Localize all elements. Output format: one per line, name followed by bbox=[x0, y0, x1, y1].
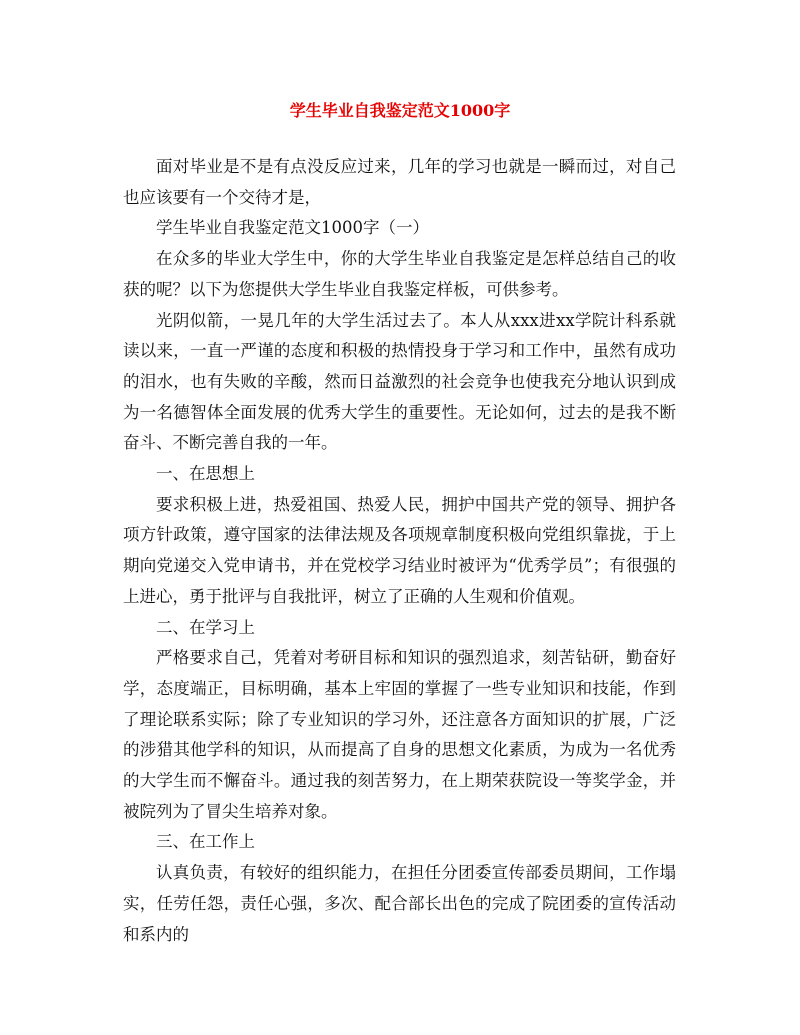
sample-heading: 学生毕业自我鉴定范文1000字（一） bbox=[156, 218, 429, 238]
paragraph: 认真负责，有较好的组织能力，在担任分团委宣传部委员期间，工作塌实，任劳任怨，责任心强，多次、配合部长出色的完成了院团委的宣传活动和系内的 bbox=[123, 863, 676, 944]
paragraph: 严格要求自己，凭着对考研目标和知识的强烈追求，刻苦钻研，勤奋好学，态度端正，目标明确，基本上牢固的掌握了一些专业知识和技能，作到了理论联系实际；除了专业知识的学习外，还注意各方面知识的扩展，广泛的涉猎其他学科的知识，从而提高了自身的思想文化素质，为成为一名优秀的大学生而不懈奋斗。通过我的刻苦努力，在上期荣获院设一等奖学金，并被院列为了冒尖生培养对象。 bbox=[123, 648, 676, 821]
section-heading-work: 三、在工作上 bbox=[156, 832, 255, 852]
section-heading-study: 二、在学习上 bbox=[156, 617, 255, 637]
document-title: 学生毕业自我鉴定范文1000字 bbox=[289, 101, 511, 120]
intro-paragraph: 面对毕业是不是有点没反应过来，几年的学习也就是一瞬而过，对自己也应该要有一个交待才是， bbox=[123, 157, 676, 207]
paragraph: 光阴似箭，一晃几年的大学生活过去了。本人从xxx进xx学院计科系就读以来，一直一严谨的态度和积极的热情投身于学习和工作中，虽然有成功的泪水，也有失败的辛酸，然而日益激烈的社会竞争也使我充分地认识到成为一名德智体全面发展的优秀大学生的重要性。无论如何，过去的是我不断奋斗、不断完善自我的一年。 bbox=[123, 310, 676, 453]
paragraph: 在众多的毕业大学生中，你的大学生毕业自我鉴定是怎样总结自己的收获的呢？以下为您提供大学生毕业自我鉴定样板，可供参考。 bbox=[123, 249, 676, 299]
paragraph: 要求积极上进，热爱祖国、热爱人民，拥护中国共产党的领导、拥护各项方针政策，遵守国家的法律法规及各项规章制度积极向党组织靠拢，于上期向党递交入党申请书，并在党校学习结业时被评为“优秀学员”；有很强的上进心，勇于批评与自我批评，树立了正确的人生观和价值观。 bbox=[123, 494, 676, 606]
section-heading-thought: 一、在思想上 bbox=[156, 464, 255, 484]
document-body bbox=[123, 152, 676, 950]
